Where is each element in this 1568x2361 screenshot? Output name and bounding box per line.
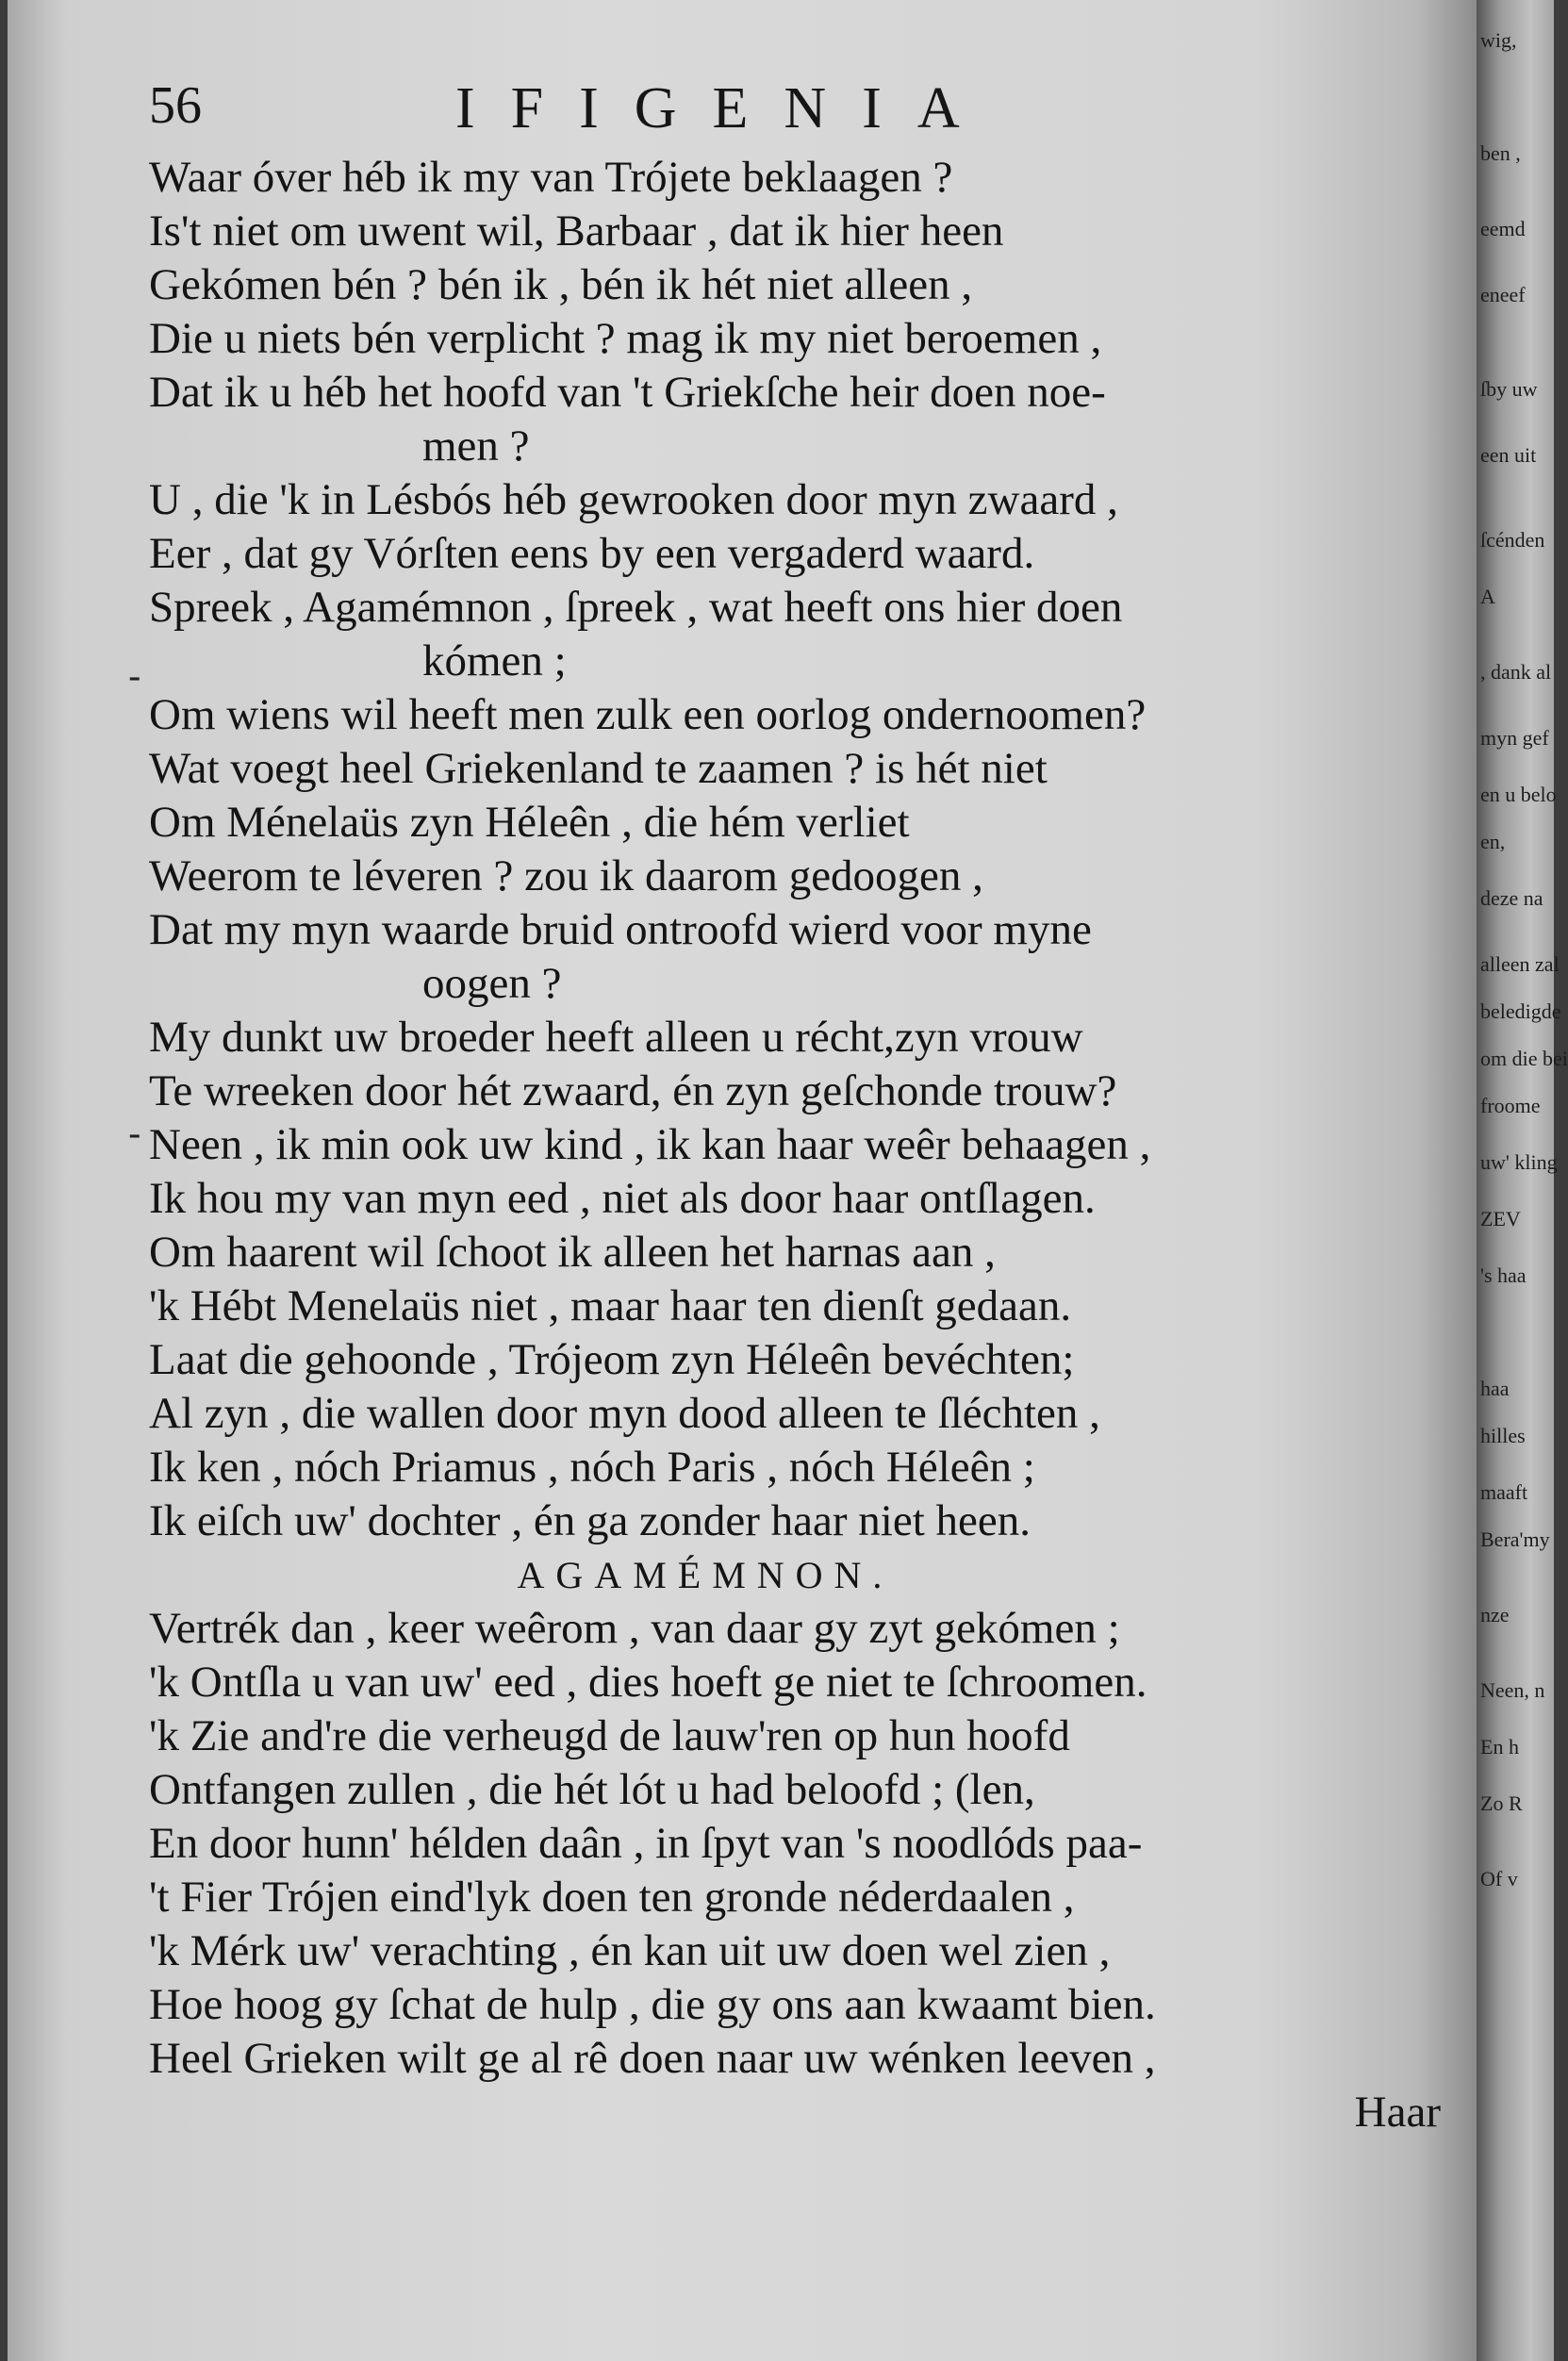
verse-line: Waar óver héb ik my van Trójete beklaagen ? — [149, 153, 953, 202]
verse-line: Ontfangen zullen , die hét lót u had beloofd ; (len, — [149, 1765, 1035, 1814]
facing-page-fragment: om die bei — [1480, 1047, 1568, 1070]
facing-page-fragment: Of v — [1480, 1867, 1518, 1890]
verse-line: Hoe hoog gy ſchat de hulp , die gy ons aan kwaamt bien. — [149, 1980, 1156, 2029]
facing-page-fragment: eneef — [1480, 283, 1526, 306]
facing-page-fragment: Zo R — [1480, 1791, 1523, 1815]
facing-page-fragment: A — [1480, 585, 1495, 608]
verse-line-continuation: men ? — [422, 421, 530, 471]
facing-page-fragment: En h — [1480, 1735, 1519, 1758]
book-page — [8, 0, 1477, 2361]
verse-line: Neen , ik min ook uw kind , ik kan haar weêr behaagen , — [149, 1120, 1151, 1169]
facing-page-fragment: uw' kling — [1480, 1150, 1558, 1174]
catchword: Haar — [1354, 2088, 1441, 2137]
verse-line: Ik ken , nóch Priamus , nóch Paris , nóch Héleên ; — [149, 1443, 1035, 1492]
verse-text — [149, 151, 1469, 2139]
verse-line: Weerom te léveren ? zou ik daarom gedoogen , — [149, 851, 983, 900]
verse-line: Ik hou my van myn eed , niet als door haar ontſlagen. — [149, 1174, 1096, 1223]
margin-dash: - — [128, 1113, 141, 1156]
verse-line-continuation: oogen ? — [422, 959, 562, 1008]
facing-page-fragment: ben , — [1480, 141, 1521, 165]
facing-page-fragment: deze na — [1480, 886, 1543, 910]
facing-page-edge — [1477, 0, 1568, 2361]
verse-line: Om Ménelaüs zyn Héleên , die hém verliet — [149, 798, 910, 847]
verse-line: 'k Mérk uw' verachting , én kan uit uw doen wel zien , — [149, 1926, 1111, 1975]
verse-line: My dunkt uw broeder heeft alleen u récht,zyn vrouw — [149, 1013, 1083, 1062]
facing-page-fragment: beledigde — [1480, 999, 1561, 1023]
speaker-name: AGAMÉMNON. — [517, 1554, 894, 1596]
verse-line: 'k Zie and're die verheugd de lauw'ren op hun hoofd — [149, 1711, 1070, 1760]
facing-page-fragment: nze — [1480, 1603, 1510, 1626]
verse-line: Dat ik u héb het hoofd van 't Griekſche heir doen noe- — [149, 368, 1106, 417]
margin-dash: - — [128, 655, 141, 699]
verse-line: Die u niets bén verplicht ? mag ik my niet beroemen , — [149, 314, 1102, 363]
verse-line: Om wiens wil heeft men zulk een oorlog ondernoomen? — [149, 690, 1147, 739]
facing-page-fragment: eemd — [1480, 217, 1526, 240]
verse-line: 'k Ontſla u van uw' eed , dies hoeft ge niet te ſchroomen. — [149, 1658, 1147, 1707]
verse-line: Om haarent wil ſchoot ik alleen het harnas aan , — [149, 1228, 996, 1277]
verse-line: Spreek , Agamémnon , ſpreek , wat heeft ons hier doen — [149, 583, 1123, 632]
verse-line-continuation: kómen ; — [422, 636, 567, 685]
verse-line: 't Fier Trójen eind'lyk doen ten gronde néderdaalen , — [149, 1873, 1075, 1922]
page-header — [149, 66, 1469, 151]
facing-page-fragment: ſcénden — [1480, 528, 1545, 552]
verse-line: Laat die gehoonde , Trójeom zyn Héleên bevéchten; — [149, 1335, 1075, 1384]
facing-page-fragment: ZEV — [1480, 1207, 1521, 1230]
verse-line: Heel Grieken wilt ge al rê doen naar uw wénken leeven , — [149, 2034, 1156, 2083]
running-title: IFIGENIA — [455, 76, 996, 140]
facing-page-fragment: en u belo — [1480, 783, 1557, 806]
facing-page-fragment: froome — [1480, 1094, 1541, 1117]
facing-page-fragment: wig, — [1480, 28, 1517, 52]
verse-line: Gekómen bén ? bén ik , bén ik hét niet alleen , — [149, 260, 973, 309]
verse-line: Ik eiſch uw' dochter , én ga zonder haar niet heen. — [149, 1496, 1031, 1545]
verse-line: Dat my myn waarde bruid ontroofd wierd voor myne — [149, 905, 1092, 954]
facing-page-fragment: maaft — [1480, 1480, 1528, 1504]
facing-page-fragment: haa — [1480, 1377, 1510, 1400]
verse-line: Te wreeken door hét zwaard, én zyn geſchonde trouw? — [149, 1066, 1117, 1115]
verse-line: Vertrék dan , keer weêrom , van daar gy zyt gekómen ; — [149, 1604, 1120, 1653]
verse-line: Al zyn , die wallen door myn dood alleen te ſléchten , — [149, 1389, 1100, 1438]
verse-line: 'k Hébt Menelaüs niet , maar haar ten dienſt gedaan. — [149, 1281, 1072, 1330]
verse-line: Is't niet om uwent wil, Barbaar , dat ik hier heen — [149, 206, 1004, 256]
verse-line: Wat voegt heel Griekenland te zaamen ? is hét niet — [149, 744, 1048, 793]
facing-page-fragment: myn gef — [1480, 726, 1549, 750]
facing-page-fragment: Neen, n — [1480, 1678, 1545, 1702]
facing-page-fragment: 's haa — [1480, 1263, 1527, 1287]
facing-page-fragment: Bera'my — [1480, 1527, 1550, 1551]
facing-page-fragment: ſby uw — [1480, 377, 1538, 401]
facing-page-fragment: en, — [1480, 830, 1506, 853]
verse-line: U , die 'k in Lésbós héb gewrooken door myn zwaard , — [149, 475, 1118, 524]
facing-page-fragment: , dank al — [1480, 660, 1552, 684]
verse-line: Eer , dat gy Vórſten eens by een vergaderd waard. — [149, 529, 1035, 578]
facing-page-fragment: alleen zal — [1480, 952, 1560, 976]
facing-page-fragment: hilles — [1480, 1424, 1526, 1447]
facing-page-fragment: een uit — [1480, 443, 1537, 467]
page-number: 56 — [149, 76, 202, 135]
verse-line: En door hunn' hélden daân , in ſpyt van 's noodlóds paa- — [149, 1819, 1143, 1868]
